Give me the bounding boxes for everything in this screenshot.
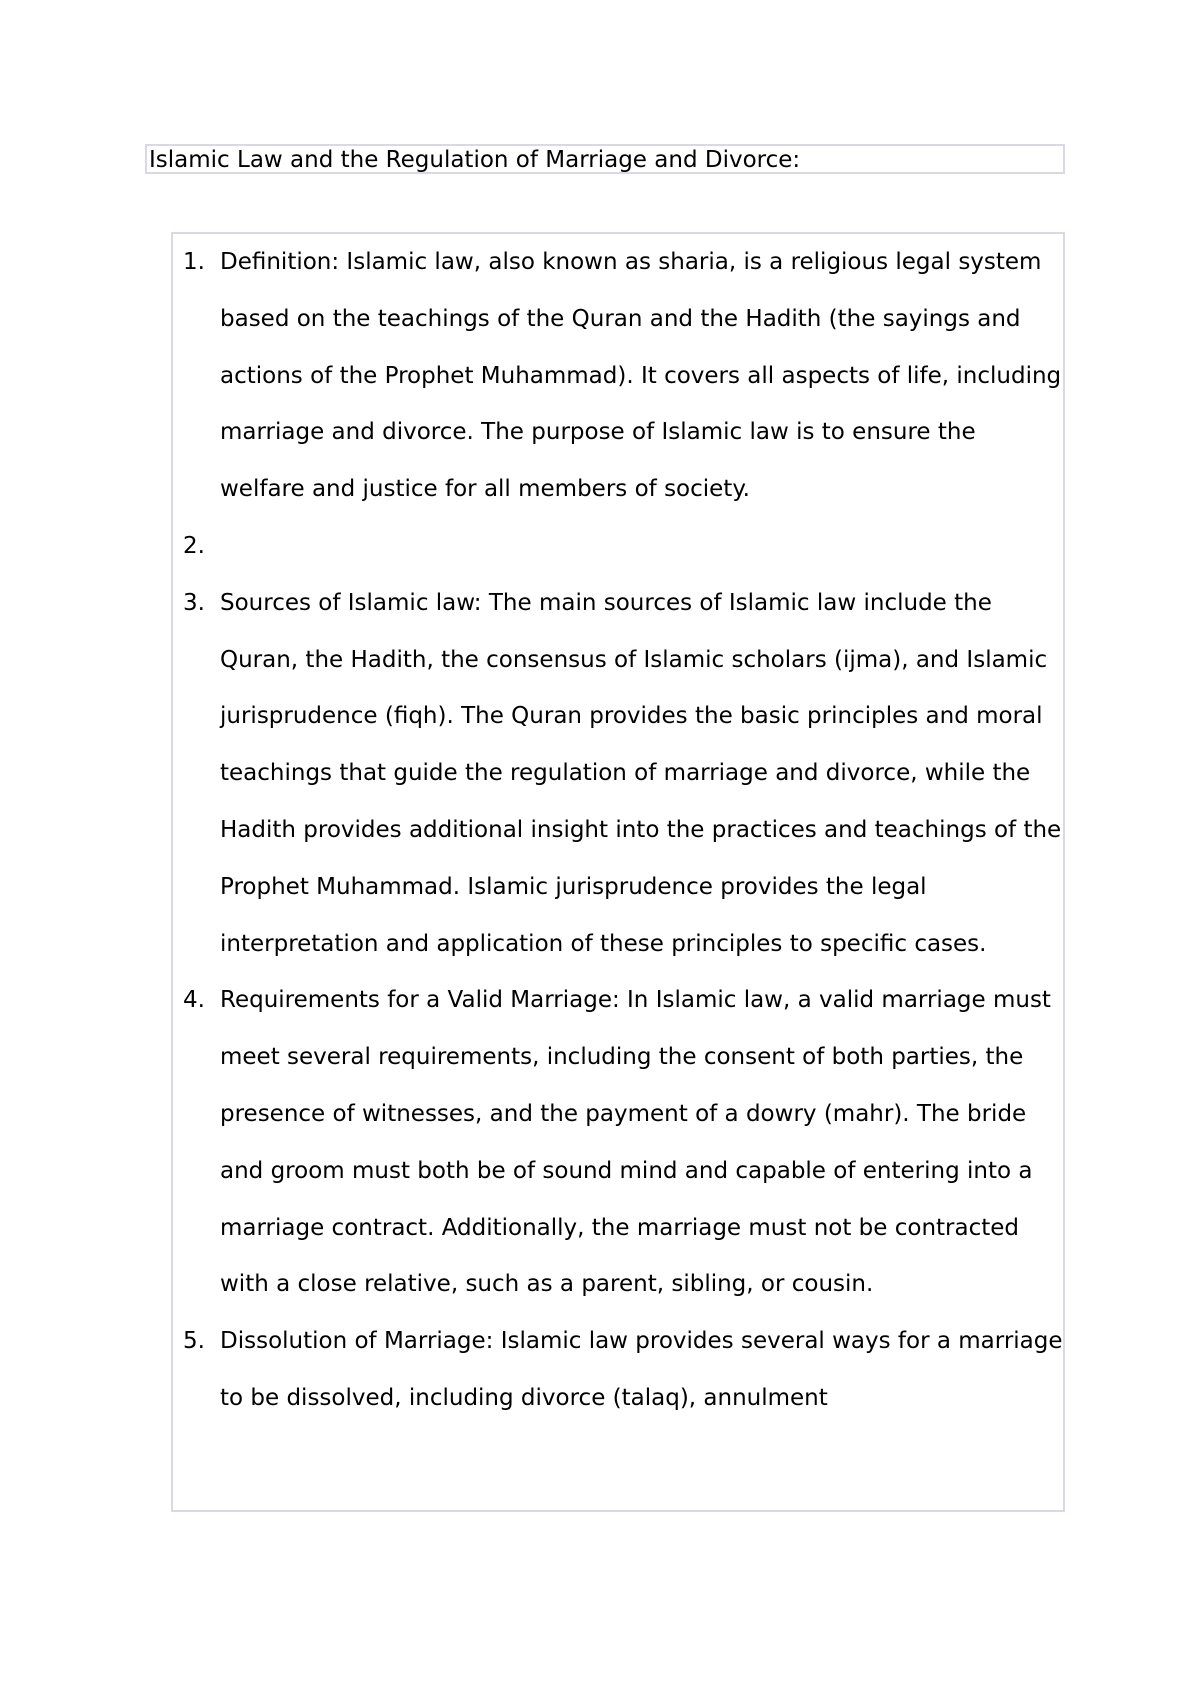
document-title-box [145,144,1065,174]
list-item-number: 2. [183,532,205,559]
numbered-list [173,234,1065,1427]
list-item-text: Dissolution of Marriage: Islamic law provides several ways for a marriage to be dissolved, including divorce (talaq), annulment [220,1328,1063,1411]
list-item-text: Sources of Islamic law: The main sources of Islamic law include the Quran, the Hadith, the consensus of Islamic scholars (ijma), and Islamic jurisprudence (fiqh). The Quran provides the basic principles and moral teachings that guide the regulation of marriage and divorce, while the Hadith provides additional insight into the practices and teachings of the Prophet Muhammad. Islamic jurisprudence provides the legal interpretation and application of these principles to specific cases. [220,589,1062,957]
list-item [173,575,1065,973]
list-item-text: Definition: Islamic law, also known as sharia, is a religious legal system based on the teachings of the Quran and the Hadith (the sayings and actions of the Prophet Muhammad). It covers all aspects of life, including marriage and divorce. The purpose of Islamic law is to ensure the welfare and justice for all members of society. [220,249,1062,503]
numbered-list-box [171,232,1065,1512]
document-title: Islamic Law and the Regulation of Marriage and Divorce: [149,147,801,173]
list-item-number: 1. [183,249,205,275]
list-item [173,518,1065,575]
list-item-number: 4. [183,987,205,1014]
list-item [173,234,1065,518]
list-item-number: 3. [183,589,205,616]
list-item-number: 5. [183,1328,205,1355]
list-item [173,972,1065,1313]
list-item-text: Requirements for a Valid Marriage: In Islamic law, a valid marriage must meet several requirements, including the consent of both parties, the presence of witnesses, and the payment of a dowry (mahr). The bride and groom must both be of sound mind and capable of entering into a marriage contract. Additionally, the marriage must not be contracted with a close relative, such as a parent, sibling, or cousin. [220,987,1051,1298]
list-item [173,1313,1065,1427]
